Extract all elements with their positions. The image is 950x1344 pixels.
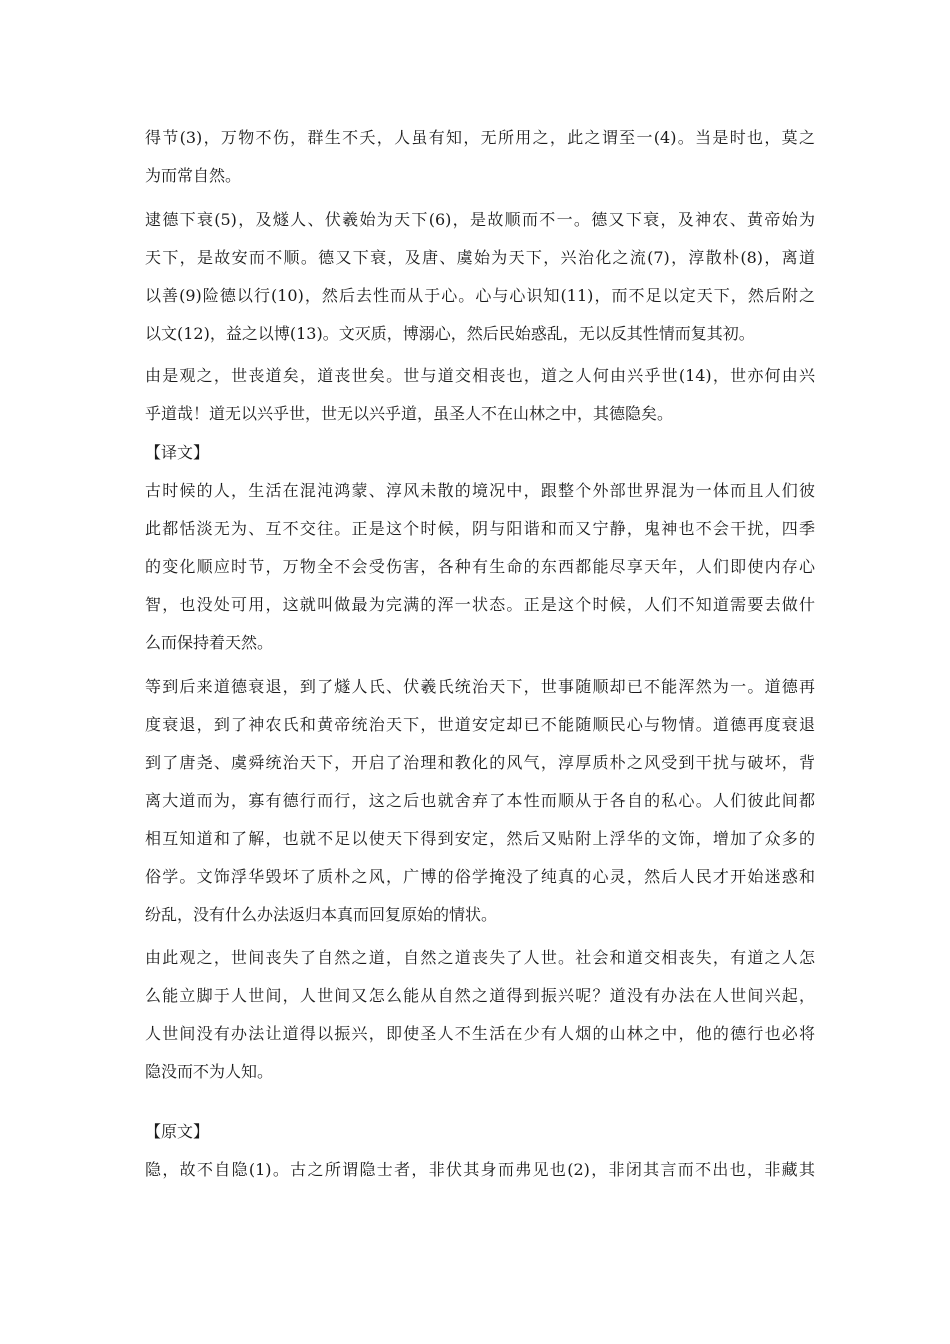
text-line: 隐没而不为人知。: [145, 1062, 274, 1081]
text-line: 度衰退，到了神农氏和黄帝统治天下，世道安定却已不能随顺民心与物情。道德再度衰退: [145, 715, 815, 734]
text-line: 天下，是故安而不顺。德又下衰，及唐、虞始为天下，兴治化之流(7)，淳散朴(8)，离道: [145, 248, 815, 267]
section-heading-translation: 【译文】: [145, 443, 210, 462]
text-line: 离大道而为，寡有德行而行，这之后也就舍弃了本性而顺从于各自的私心。人们彼此间都: [145, 791, 815, 810]
section-heading-original: 【原文】: [145, 1122, 210, 1141]
text-line: 此都恬淡无为、互不交往。正是这个时候，阴与阳谐和而又宁静，鬼神也不会干扰，四季: [145, 519, 815, 538]
text-line: 乎道哉！道无以兴乎世，世无以兴乎道，虽圣人不在山林之中，其德隐矣。: [145, 404, 674, 423]
text-line: 为而常自然。: [145, 166, 242, 185]
text-line: 得节(3)，万物不伤，群生不夭，人虽有知，无所用之，此之谓至一(4)。当是时也，莫之: [145, 128, 815, 147]
text-line: 以文(12)，益之以博(13)。文灭质，博溺心，然后民始惑乱，无以反其性情而复其初。: [145, 324, 755, 343]
text-line: 人世间没有办法让道得以振兴，即使圣人不生活在少有人烟的山林之中，他的德行也必将: [145, 1024, 815, 1043]
text-line: 到了唐尧、虞舜统治天下，开启了治理和教化的风气，淳厚质朴之风受到干扰与破坏，背: [145, 753, 815, 772]
text-line: 隐，故不自隐(1)。古之所谓隐士者，非伏其身而弗见也(2)，非闭其言而不出也，非藏其: [145, 1160, 815, 1179]
text-line: 以善(9)险德以行(10)，然后去性而从于心。心与心识知(11)，而不足以定天下，然后附之: [145, 286, 815, 305]
text-line: 么能立脚于人世间，人世间又怎么能从自然之道得到振兴呢？道没有办法在人世间兴起，: [145, 986, 815, 1005]
text-line: 俗学。文饰浮华毁坏了质朴之风，广博的俗学掩没了纯真的心灵，然后人民才开始迷惑和: [145, 867, 815, 886]
text-line: 古时候的人，生活在混沌鸿蒙、淳风未散的境况中，跟整个外部世界混为一体而且人们彼: [145, 481, 815, 500]
text-line: 等到后来道德衰退，到了燧人氏、伏羲氏统治天下，世事随顺却已不能浑然为一。道德再: [145, 677, 815, 696]
text-line: 智，也没处可用，这就叫做最为完满的浑一状态。正是这个时候，人们不知道需要去做什: [145, 595, 815, 614]
text-line: 由是观之，世丧道矣，道丧世矣。世与道交相丧也，道之人何由兴乎世(14)，世亦何由兴: [145, 366, 815, 385]
text-line: 由此观之，世间丧失了自然之道，自然之道丧失了人世。社会和道交相丧失，有道之人怎: [145, 948, 815, 967]
text-line: 的变化顺应时节，万物全不会受伤害，各种有生命的东西都能尽享天年，人们即使内存心: [145, 557, 815, 576]
text-line: 逮德下衰(5)，及燧人、伏羲始为天下(6)，是故顺而不一。德又下衰，及神农、黄帝始为: [145, 210, 815, 229]
text-line: 么而保持着天然。: [145, 633, 274, 652]
text-line: 纷乱，没有什么办法返归本真而回复原始的情状。: [145, 905, 498, 924]
text-line: 相互知道和了解，也就不足以使天下得到安定，然后又贴附上浮华的文饰，增加了众多的: [145, 829, 815, 848]
